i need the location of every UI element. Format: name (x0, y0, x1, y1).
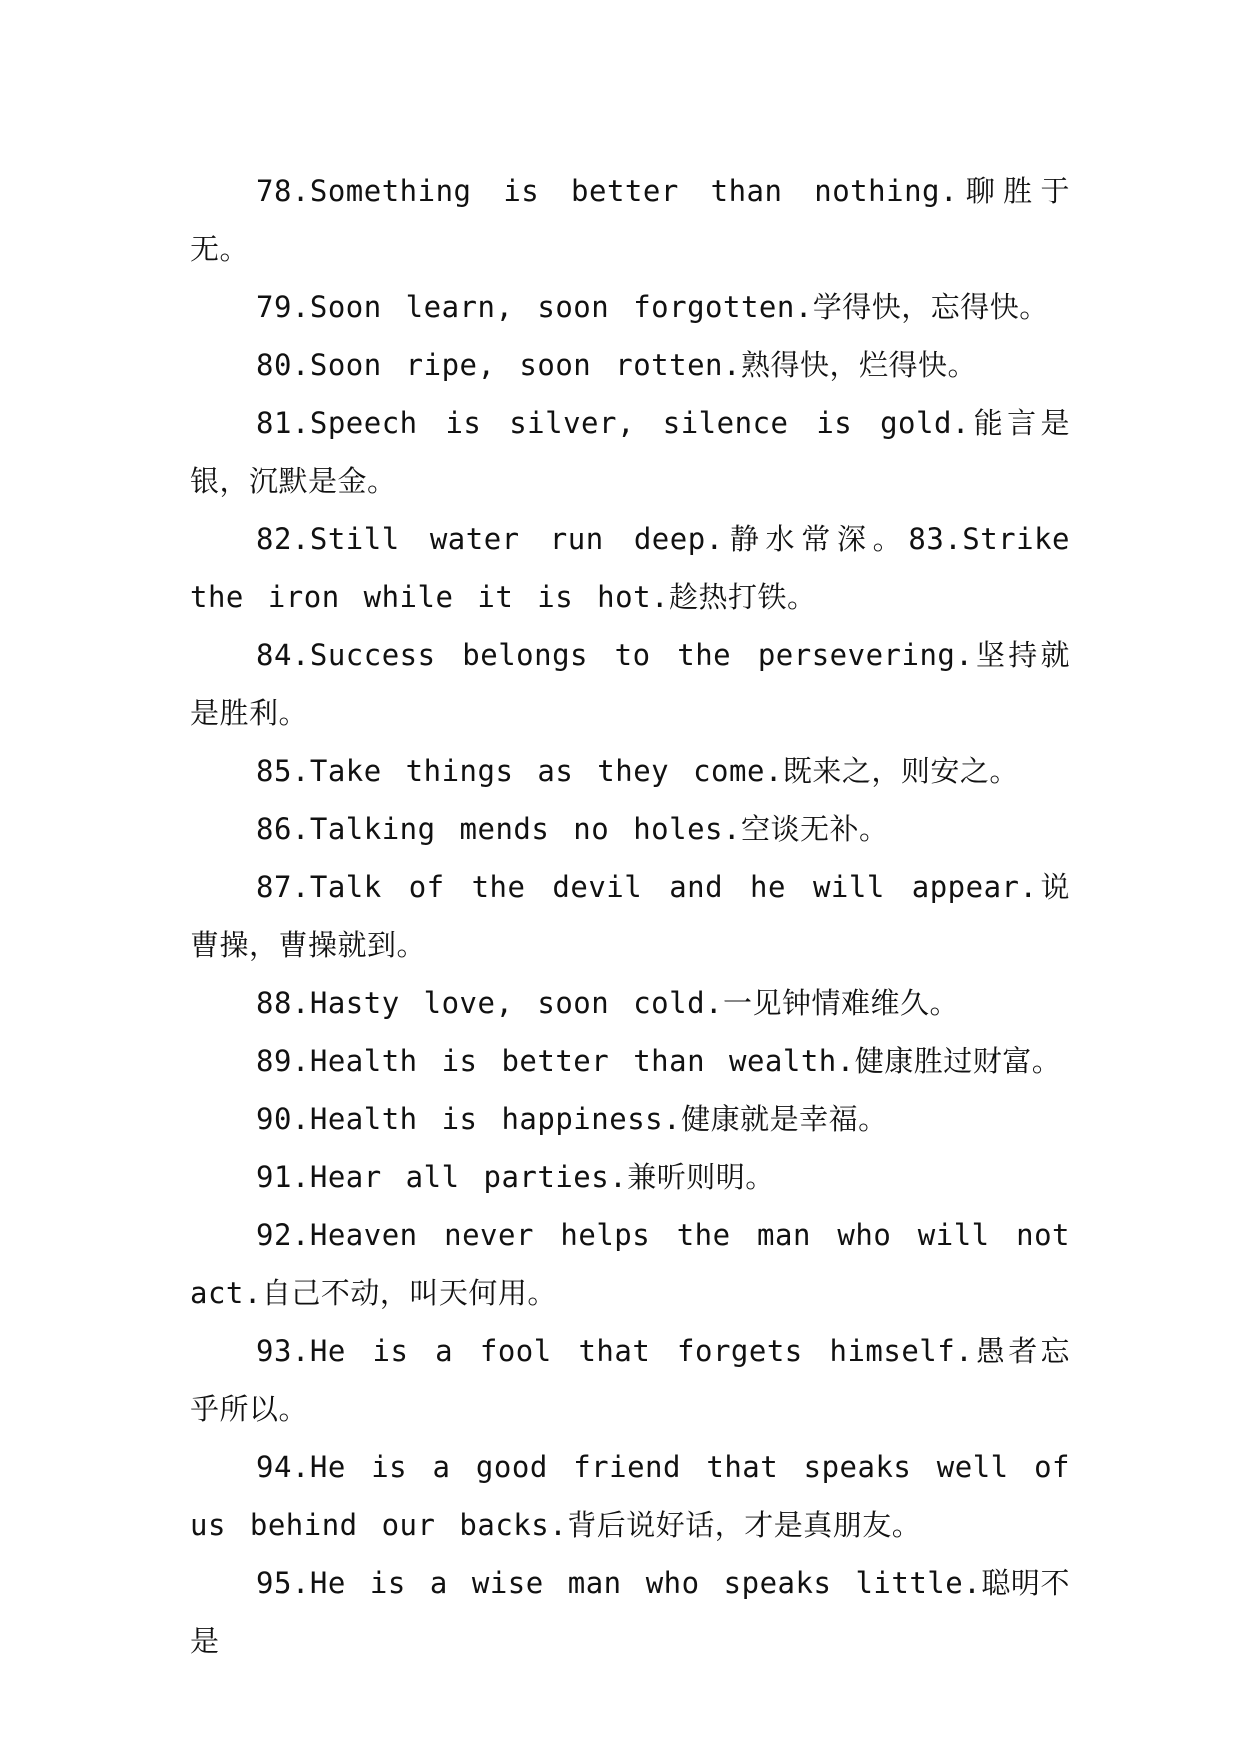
proverb-90: 90.Health is happiness.健康就是幸福。 (256, 1102, 888, 1136)
proverb-79: 79.Soon learn, soon forgotten.学得快，忘得快。 (256, 290, 1049, 324)
proverb-88: 88.Hasty love, soon cold.一见钟情难维久。 (256, 986, 959, 1020)
proverb-92: 92.Heaven never helps the man who will not act.自己不动，叫天何用。 (190, 1218, 1070, 1310)
proverb-82-83: 82.Still water run deep.静水常深。83.Strike the iron while it is hot.趁热打铁。 (190, 522, 1070, 614)
proverb-78: 78.Something is better than nothing.聊胜于无。 (190, 174, 1070, 266)
document-body (190, 162, 1070, 1670)
proverb-86: 86.Talking mends no holes.空谈无补。 (256, 812, 889, 846)
proverb-95: 95.He is a wise man who speaks little.聪明不是 (190, 1566, 1070, 1658)
proverb-81: 81.Speech is silver, silence is gold.能言是银，沉默是金。 (190, 406, 1070, 498)
proverb-89: 89.Health is better than wealth.健康胜过财富。 (256, 1044, 1062, 1078)
proverb-91: 91.Hear all parties.兼听则明。 (256, 1160, 775, 1194)
proverb-87: 87.Talk of the devil and he will appear.说曹操，曹操就到。 (190, 870, 1070, 962)
proverb-84: 84.Success belongs to the persevering.坚持就是胜利。 (190, 638, 1070, 730)
proverb-85: 85.Take things as they come.既来之，则安之。 (256, 754, 1019, 788)
proverb-93: 93.He is a fool that forgets himself.愚者忘乎所以。 (190, 1334, 1070, 1426)
proverb-94: 94.He is a good friend that speaks well of us behind our backs.背后说好话，才是真朋友。 (190, 1450, 1070, 1542)
proverb-80: 80.Soon ripe, soon rotten.熟得快，烂得快。 (256, 348, 977, 382)
